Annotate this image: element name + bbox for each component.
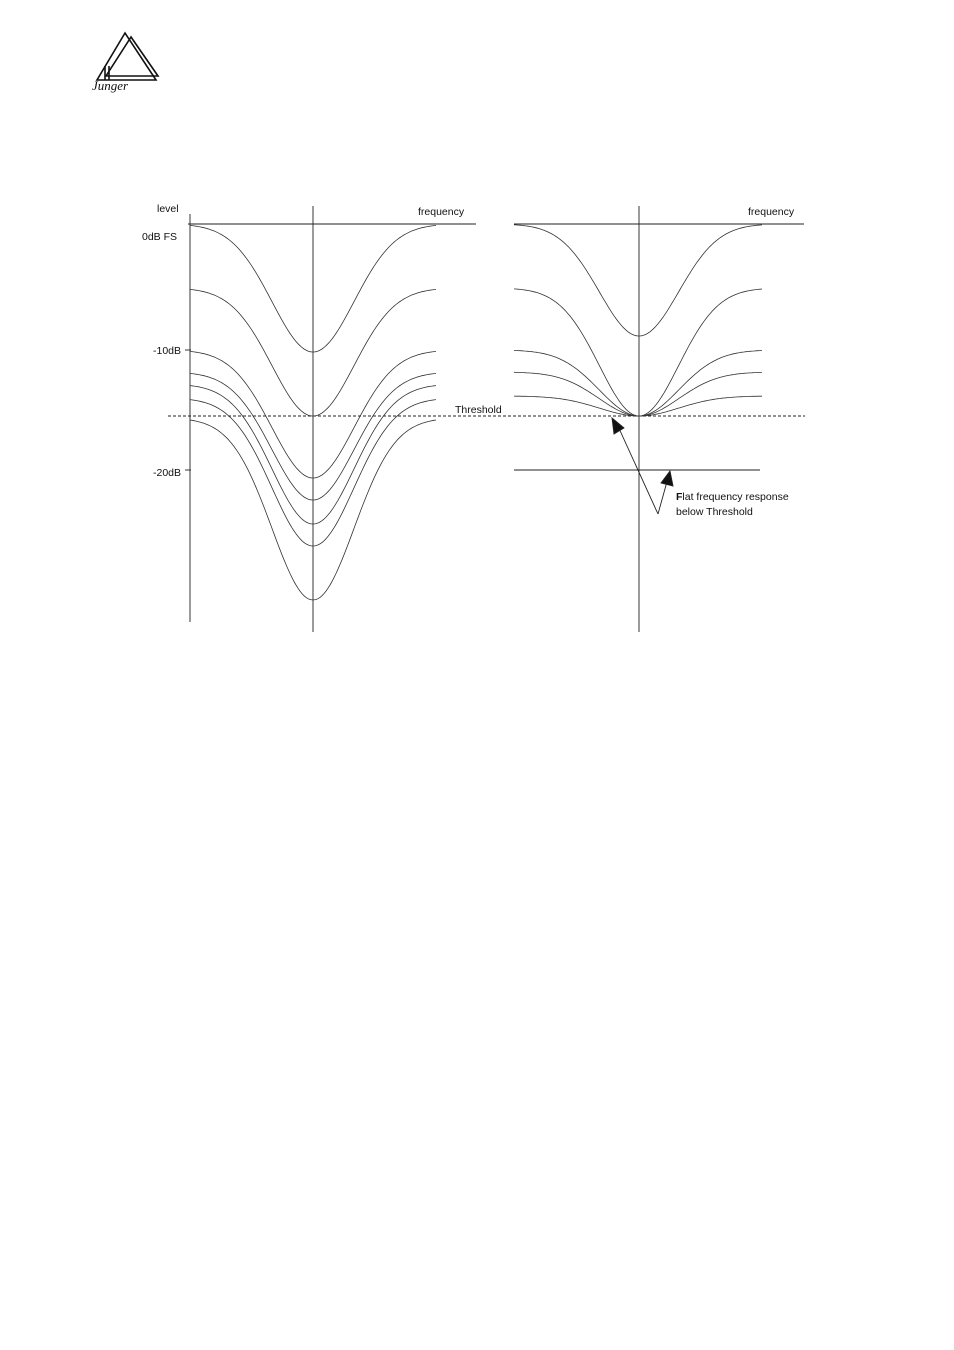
tick-label-20db: -20dB [153, 467, 182, 479]
x-axis-label-right: frequency [748, 206, 795, 218]
response-curve-right-4 [514, 372, 762, 416]
tick-label-0db: 0dB FS [142, 231, 178, 243]
x-axis-label-left: frequency [418, 206, 465, 218]
annotation-line2: below Threshold [676, 506, 753, 518]
tick-label-10db: -10dB [153, 345, 182, 357]
logo-wordmark: Junger [92, 78, 129, 93]
arrowhead-threshold [612, 418, 624, 434]
response-curve-right-2 [514, 289, 762, 416]
annotation-line1 [676, 491, 789, 503]
annotation-arrow-threshold [617, 424, 658, 514]
response-curve-right-5 [514, 396, 762, 416]
threshold-label: Threshold [455, 404, 502, 416]
response-curve-right-3 [514, 351, 762, 417]
arrowhead-flat [661, 471, 673, 486]
annotation-bold-letter: F [676, 491, 683, 503]
y-axis-label: level [157, 203, 179, 215]
annotation-line1-rest: lat frequency response [682, 491, 789, 503]
response-curve-right-1 [514, 225, 762, 336]
